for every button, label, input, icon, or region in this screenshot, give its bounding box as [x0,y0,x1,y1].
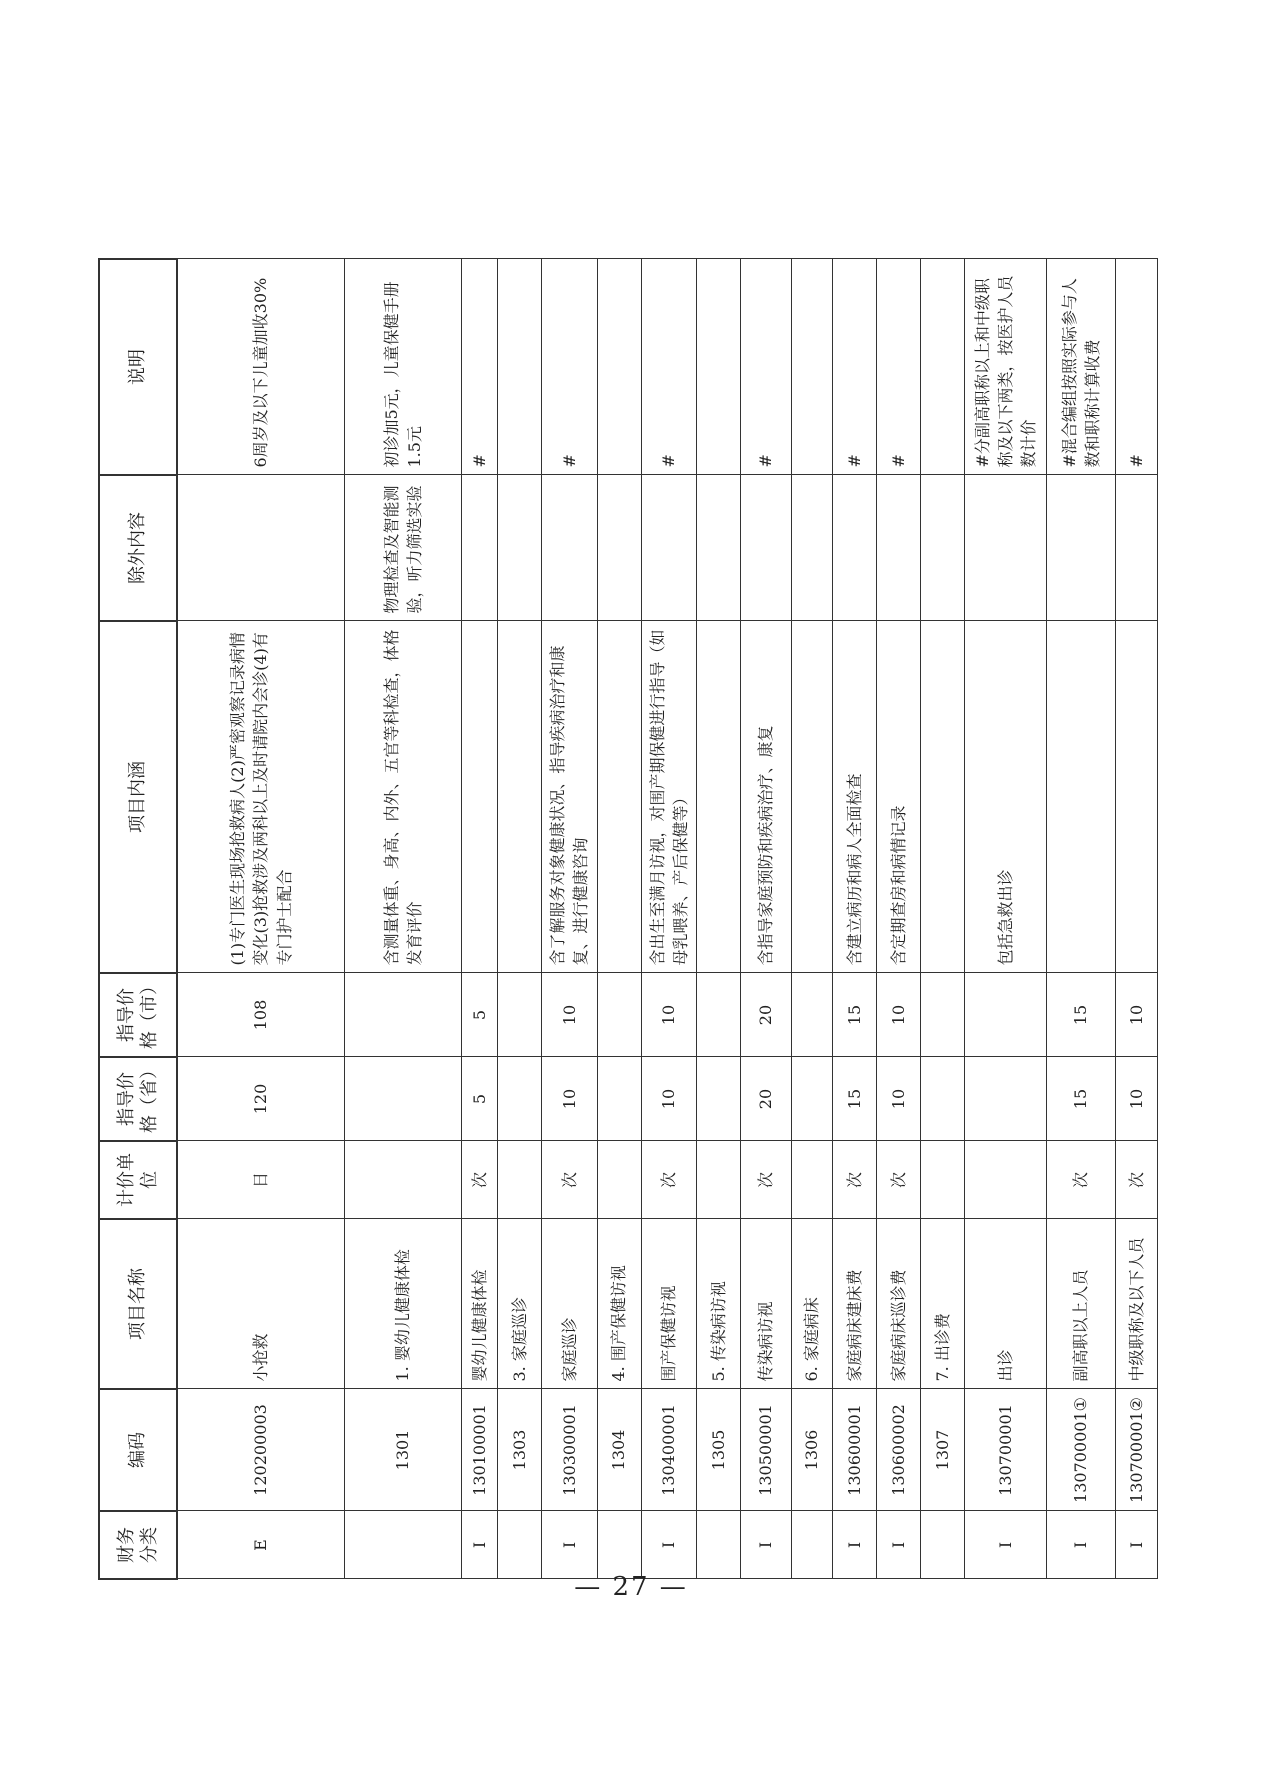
cell-price-city: 20 [741,973,791,1057]
cell-category [344,1511,461,1579]
cell-notes [921,259,965,475]
cell-price-prov [791,1057,833,1141]
table-row [697,259,741,1579]
cell-price-city: 10 [641,973,697,1057]
header-code: 编码 [99,1389,177,1511]
cell-unit [597,1141,641,1219]
cell-unit [791,1141,833,1219]
cell-category: E [177,1511,344,1579]
rotated-table-stage [98,260,1158,1580]
cell-price-prov [921,1057,965,1141]
header-price-prov: 指导价格（省） [99,1057,177,1141]
cell-exclusions [921,475,965,621]
cell-content: 含建立病历和病人全面检查 [833,621,877,973]
cell-unit: 次 [641,1141,697,1219]
header-name: 项目名称 [99,1219,177,1389]
cell-name: 3. 家庭巡诊 [497,1219,541,1389]
cell-code: 130100001 [462,1389,498,1511]
cell-price-prov [597,1057,641,1141]
cell-code: 1307 [921,1389,965,1511]
cell-category [791,1511,833,1579]
cell-notes: #混合编组按照实际参与人数和职称计算收费 [1046,259,1115,475]
cell-unit: 日 [177,1141,344,1219]
cell-price-prov: 10 [1116,1057,1158,1141]
cell-price-city: 5 [462,973,498,1057]
cell-name: 中级职称及以下人员 [1116,1219,1158,1389]
cell-name: 小抢救 [177,1219,344,1389]
cell-price-prov [697,1057,741,1141]
cell-exclusions [697,475,741,621]
header-category: 财务分类 [99,1511,177,1579]
cell-price-city [791,973,833,1057]
cell-exclusions [833,475,877,621]
cell-price-city [344,973,461,1057]
cell-category: I [965,1511,1047,1579]
cell-exclusions [1116,475,1158,621]
cell-price-city: 10 [1116,973,1158,1057]
cell-unit: 次 [541,1141,597,1219]
page-number: — 27 — [574,1572,688,1602]
cell-price-prov [344,1057,461,1141]
cell-name: 传染病访视 [741,1219,791,1389]
table-row [791,259,833,1579]
cell-notes [697,259,741,475]
cell-content: 含出生至满月访视，对围产期保健进行指导（如母乳喂养、产后保健等） [641,621,697,973]
header-price-city: 指导价格（市） [99,973,177,1057]
cell-content: 含测量体重、身高、内外、五官等科检查，体格发育评价 [344,621,461,973]
header-exclusions: 除外内容 [99,475,177,621]
cell-price-prov: 20 [741,1057,791,1141]
cell-category [697,1511,741,1579]
cell-code: 1305 [697,1389,741,1511]
cell-price-city: 10 [541,973,597,1057]
cell-category [597,1511,641,1579]
cell-unit: 次 [1046,1141,1115,1219]
cell-price-city [697,973,741,1057]
cell-code: 130700001② [1116,1389,1158,1511]
cell-price-prov [497,1057,541,1141]
cell-notes: 6周岁及以下儿童加收30% [177,259,344,475]
cell-code: 130700001① [1046,1389,1115,1511]
cell-unit: 次 [462,1141,498,1219]
table-row [833,259,877,1579]
cell-content: 含了解服务对象健康状况、指导疾病治疗和康复、进行健康咨询 [541,621,597,973]
cell-price-city: 108 [177,973,344,1057]
cell-code: 1303 [497,1389,541,1511]
header-content: 项目内涵 [99,621,177,973]
cell-content [697,621,741,973]
cell-code: 130400001 [641,1389,697,1511]
cell-category: I [833,1511,877,1579]
cell-name: 家庭病床建床费 [833,1219,877,1389]
cell-price-prov: 10 [641,1057,697,1141]
cell-unit: 次 [833,1141,877,1219]
cell-content [1046,621,1115,973]
cell-unit [921,1141,965,1219]
cell-notes [497,259,541,475]
cell-exclusions [597,475,641,621]
cell-price-prov: 120 [177,1057,344,1141]
table-row [1116,259,1158,1579]
cell-notes: # [541,259,597,475]
cell-name: 1. 婴幼儿健康体检 [344,1219,461,1389]
table-row [921,259,965,1579]
cell-category: I [641,1511,697,1579]
cell-content [497,621,541,973]
cell-notes: # [462,259,498,475]
table-row [597,259,641,1579]
cell-content [1116,621,1158,973]
cell-price-prov: 10 [541,1057,597,1141]
cell-category: I [1116,1511,1158,1579]
cell-code: 130600002 [877,1389,921,1511]
table-row [877,259,921,1579]
cell-name: 出诊 [965,1219,1047,1389]
cell-content: 含指导家庭预防和疾病治疗、康复 [741,621,791,973]
cell-exclusions [462,475,498,621]
table-row [344,259,461,1579]
cell-name: 4. 围产保健访视 [597,1219,641,1389]
cell-notes [791,259,833,475]
cell-content [921,621,965,973]
cell-content: (1)专门医生现场抢救病人(2)严密观察记录病情变化(3)抢救涉及两科以上及时请院内会诊(4)有专门护士配合 [177,621,344,973]
cell-content: 包括急救出诊 [965,621,1047,973]
cell-code: 130300001 [541,1389,597,1511]
cell-name: 5. 传染病访视 [697,1219,741,1389]
cell-notes: # [1116,259,1158,475]
cell-price-city: 15 [833,973,877,1057]
cell-price-prov: 5 [462,1057,498,1141]
cell-category: I [741,1511,791,1579]
table-row [741,259,791,1579]
cell-notes [597,259,641,475]
cell-name: 围产保健访视 [641,1219,697,1389]
cell-category: I [541,1511,597,1579]
cell-name: 副高职以上人员 [1046,1219,1115,1389]
cell-content [791,621,833,973]
cell-name: 6. 家庭病床 [791,1219,833,1389]
cell-price-prov: 10 [877,1057,921,1141]
cell-code: 130700001 [965,1389,1047,1511]
cell-exclusions [1046,475,1115,621]
table-row [177,259,344,1579]
cell-category: I [877,1511,921,1579]
cell-price-prov: 15 [833,1057,877,1141]
cell-code: 130500001 [741,1389,791,1511]
cell-price-city [597,973,641,1057]
cell-code: 1306 [791,1389,833,1511]
cell-content: 含定期查房和病情记录 [877,621,921,973]
cell-price-prov: 15 [1046,1057,1115,1141]
cell-category [921,1511,965,1579]
cell-notes: # [741,259,791,475]
cell-notes: 初诊加5元，儿童保健手册1.5元 [344,259,461,475]
cell-exclusions [965,475,1047,621]
cell-name: 7. 出诊费 [921,1219,965,1389]
header-unit: 计价单位 [99,1141,177,1219]
cell-category [497,1511,541,1579]
cell-unit [697,1141,741,1219]
cell-unit: 次 [1116,1141,1158,1219]
cell-content [597,621,641,973]
cell-exclusions [177,475,344,621]
cell-price-city [965,973,1047,1057]
fee-table [98,258,1158,1580]
table-row [541,259,597,1579]
cell-exclusions [741,475,791,621]
table-row [462,259,498,1579]
cell-price-prov [965,1057,1047,1141]
cell-name: 婴幼儿健康体检 [462,1219,498,1389]
cell-name: 家庭巡诊 [541,1219,597,1389]
cell-price-city [497,973,541,1057]
cell-exclusions [497,475,541,621]
cell-exclusions [641,475,697,621]
cell-unit [497,1141,541,1219]
cell-content [462,621,498,973]
table-row [497,259,541,1579]
cell-unit [344,1141,461,1219]
table-header-row [99,259,177,1579]
cell-price-city [921,973,965,1057]
cell-notes: # [877,259,921,475]
cell-price-city: 15 [1046,973,1115,1057]
cell-category: I [462,1511,498,1579]
table-row [965,259,1047,1579]
cell-code: 1304 [597,1389,641,1511]
cell-code: 120200003 [177,1389,344,1511]
cell-exclusions [877,475,921,621]
cell-code: 1301 [344,1389,461,1511]
cell-code: 130600001 [833,1389,877,1511]
table-row [1046,259,1115,1579]
cell-unit [965,1141,1047,1219]
cell-notes: # [641,259,697,475]
table-row [641,259,697,1579]
cell-exclusions [541,475,597,621]
cell-category: I [1046,1511,1115,1579]
header-notes: 说明 [99,259,177,475]
cell-notes: # [833,259,877,475]
cell-exclusions: 物理检查及智能测验，听力筛选实验 [344,475,461,621]
cell-price-city: 10 [877,973,921,1057]
cell-unit: 次 [741,1141,791,1219]
cell-name: 家庭病床巡诊费 [877,1219,921,1389]
cell-unit: 次 [877,1141,921,1219]
cell-exclusions [791,475,833,621]
cell-notes: #分副高职称以上和中级职称及以下两类，按医护人员数计价 [965,259,1047,475]
